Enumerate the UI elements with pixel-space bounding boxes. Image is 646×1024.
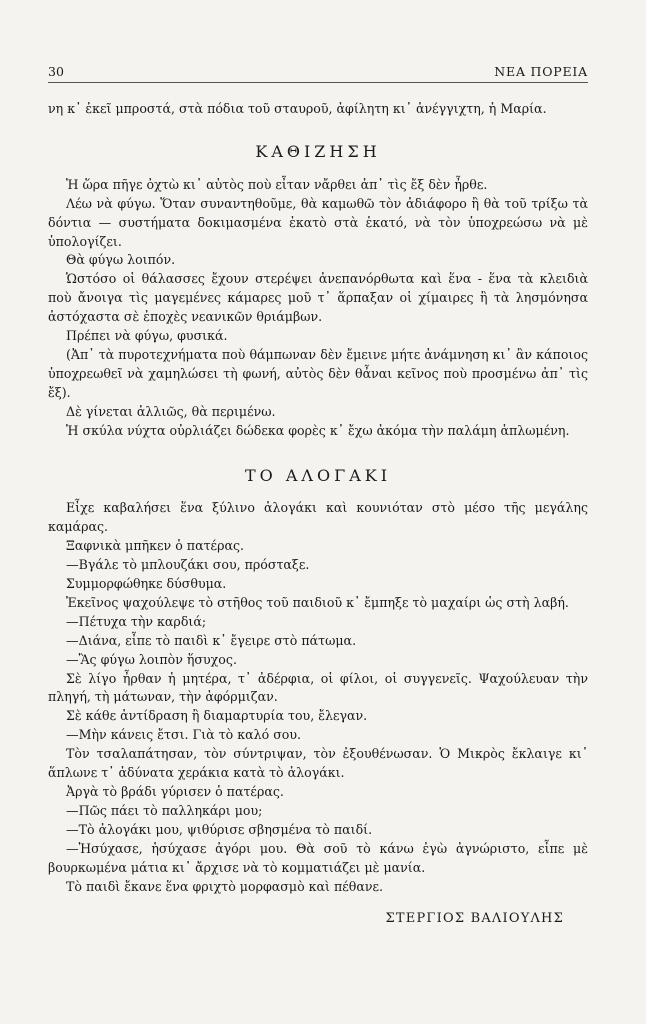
paragraph: Θὰ φύγω λοιπόν. xyxy=(66,252,176,268)
paragraph: —Μὴν κάνεις ἔτσι. Γιὰ τὸ καλό σου. xyxy=(66,727,302,743)
section-title-kathizisi: ΚΑΘΙΖΗΣΗ xyxy=(255,141,381,161)
running-header xyxy=(48,60,588,83)
author-signature: ΣΤΕΡΓΙΟΣ ΒΑΛΙΟΥΛΗΣ xyxy=(385,911,564,927)
paragraph: Σὲ λίγο ἦρθαν ἡ μητέρα, τ᾽ ἀδέρφια, οἱ φίλοι, οἱ συγγενεῖς. Ψαχούλευαν τὴν πληγή, τὴ μάτωναν, τὴν ἀφόρμιζαν. xyxy=(48,670,588,705)
paragraph: —Βγάλε τὸ μπλουζάκι σου, πρόσταξε. xyxy=(66,557,310,573)
paragraph: —Διάνα, εἶπε τὸ παιδὶ κ᾽ ἔγειρε στὸ πάτωμα. xyxy=(66,632,357,648)
paragraph: Ἐκεῖνος ψαχούλεψε τὸ στῆθος τοῦ παιδιοῦ κ᾽ ἔμπηξε τὸ μαχαίρι ὡς στὴ λαβή. xyxy=(66,594,569,610)
paragraph: Ἀργὰ τὸ βράδι γύρισεν ὁ πατέρας. xyxy=(66,784,284,799)
intro-line: νη κ᾽ ἐκεῖ μπροστά, στὰ πόδια τοῦ σταυροῦ, ἀφίλητη κι᾽ ἀνέγγιχτη, ἡ Μαρία. xyxy=(48,101,547,116)
page-number: 30 xyxy=(48,64,64,79)
paragraph: Ὡστόσο οἱ θάλασσες ἔχουν στερέψει ἀνεπανόρθωτα καὶ ἕνα - ἕνα τὰ κλειδιὰ ποὺ ἄνοιγα τὶς μαγεμένες κάμαρες μοῦ τ᾽ ἅρπαξαν οἱ χίμαιρες ἢ τὰ λησμόνησα ἀστόχαστα σὲ ἐποχὲς νεανικῶν θριάμβων. xyxy=(48,271,588,325)
paragraph: —Τὸ ἀλογάκι μου, ψιθύρισε σβησμένα τὸ παιδί. xyxy=(66,821,373,837)
paragraph: Λέω νὰ φύγω. Ὅταν συναντηθοῦμε, θὰ καμωθῶ τὸν ἀδιάφορο ἢ θὰ τοῦ τρίξω τὰ δόντια — συστήματα δοκιμασμένα ἑκατὸ στὰ ἑκατό, νὰ τὸν ὑποχρεώσω νὰ μὲ ὑπολογίζει. xyxy=(48,195,588,249)
paragraph: Εἶχε καβαλήσει ἕνα ξύλινο ἀλογάκι καὶ κουνιόταν στὸ μέσο τῆς μεγάλης καμάρας. xyxy=(48,500,588,535)
paragraph: —Πέτυχα τὴν καρδιά; xyxy=(66,613,207,629)
paragraph: Τὸν τσαλαπάτησαν, τὸν σύντριψαν, τὸν ἐξουθένωσαν. Ὁ Μικρὸς ἔκλαιγε κι᾽ ἅπλωνε τ᾽ ἀδύνατα χεράκια κατὰ τὸ ἀλογάκι. xyxy=(48,746,588,781)
paragraph: —Ἂς φύγω λοιπὸν ἥσυχος. xyxy=(66,651,237,667)
paragraph: —Ἡσύχασε, ἡσύχασε ἀγόρι μου. Θὰ σοῦ τὸ κάνω ἐγὼ ἀγνώριστο, εἶπε μὲ βουρκωμένα μάτια κι᾽ ἄρχισε νὰ τὸ κομματιάζει μὲ μανία. xyxy=(48,840,588,875)
paragraph: Πρέπει νὰ φύγω, φυσικά. xyxy=(66,328,228,344)
body-text xyxy=(48,100,588,929)
paragraph: Ἡ σκύλα νύχτα οὐρλιάζει δώδεκα φορὲς κ᾽ ἔχω ἀκόμα τὴν παλάμη ἁπλωμένη. xyxy=(66,422,570,438)
paragraph: Τὸ παιδὶ ἔκανε ἕνα φριχτὸ μορφασμὸ καὶ πέθανε. xyxy=(66,878,384,894)
paragraph: Ἡ ὥρα πῆγε ὀχτὼ κι᾽ αὐτὸς ποὺ εἶταν νἄρθει ἀπ᾽ τὶς ἔξ δὲν ἦρθε. xyxy=(66,176,488,192)
paragraph: —Πῶς πάει τὸ παλληκάρι μου; xyxy=(66,802,263,818)
paragraph: (Ἀπ᾽ τὰ πυροτεχνήματα ποὺ θάμπωναν δὲν ἔμεινε μήτε ἀνάμνηση κι᾽ ἂν κάποιος ὑποχρεωθεῖ νὰ χαμηλώσει τὴ φωνή, αὐτὸς δὲν θἆναι κεῖνος ποὺ προσμένω ἀπ᾽ τὶς ἔξ). xyxy=(48,346,588,400)
paragraph: Συμμορφώθηκε δύσθυμα. xyxy=(66,576,227,592)
paragraph: Δὲ γίνεται ἀλλιῶς, θὰ περιμένω. xyxy=(66,403,276,419)
section-title-to-alogaki: ΤΟ ΑΛΟΓΑΚΙ xyxy=(244,465,392,485)
paragraph: Σὲ κάθε ἀντίδραση ἢ διαμαρτυρία του, ἔλεγαν. xyxy=(66,708,368,724)
running-title: ΝΕΑ ΠΟΡΕΙΑ xyxy=(494,64,588,79)
paragraph: Ξαφνικὰ μπῆκεν ὁ πατέρας. xyxy=(66,538,245,554)
